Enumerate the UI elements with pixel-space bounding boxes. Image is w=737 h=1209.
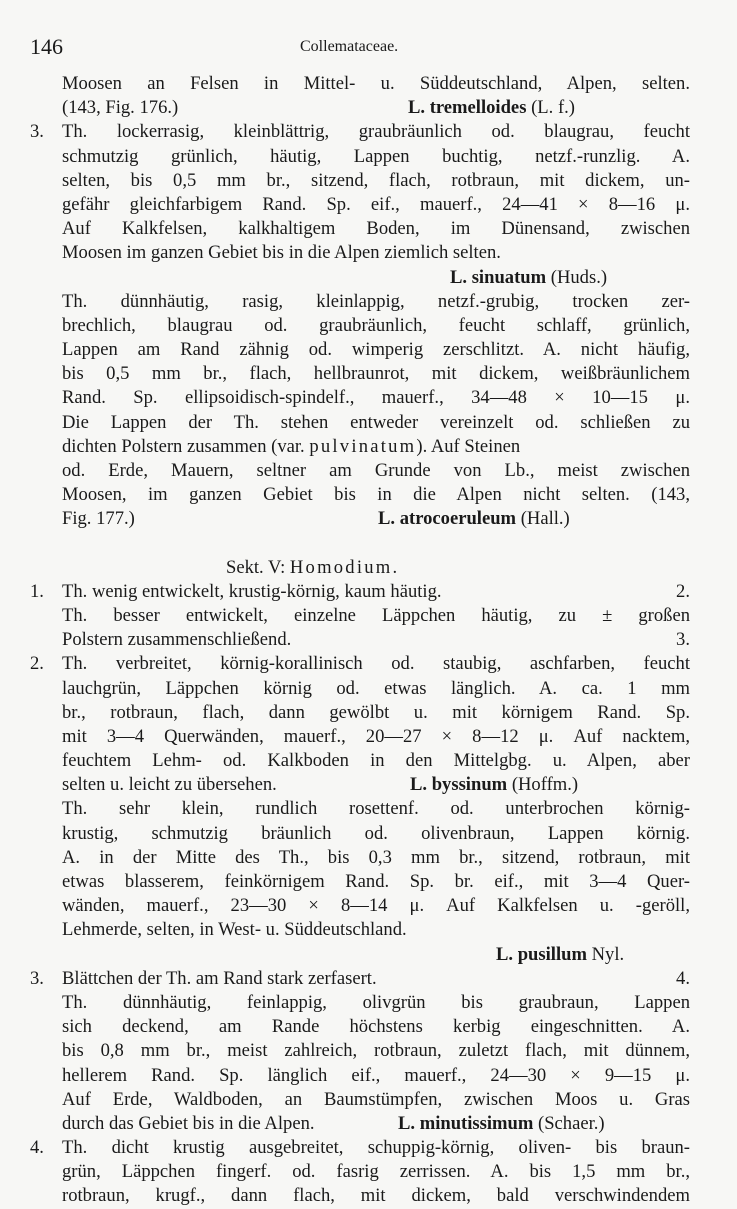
species-name: L. atrocoeruleum	[378, 508, 517, 530]
text-line	[30, 459, 690, 483]
species-entry	[408, 96, 575, 120]
key-number: 3.	[30, 121, 44, 143]
species-entry	[496, 943, 624, 967]
line-text: Th. besser entwickelt, einzelne Läppchen häutig, zu ± großen	[62, 604, 690, 626]
line-text: hellerem Rand. Sp. länglich eif., mauerf., 24—30 × 9—15 μ.	[62, 1064, 690, 1086]
text-line	[30, 701, 690, 725]
species-name: L. pusillum	[496, 943, 587, 965]
section-name: Homodium.	[289, 556, 400, 578]
text-line	[30, 846, 690, 870]
line-text: Rand. Sp. ellipsoidisch-spindelf., mauerf., 34—48 × 10—15 μ.	[62, 387, 690, 409]
text-line	[30, 169, 690, 193]
text-line	[30, 338, 690, 362]
text-line	[30, 290, 690, 314]
line-text: Th. verbreitet, körnig-korallinisch od. staubig, aschfarben, feucht	[62, 653, 690, 675]
text-line	[30, 120, 690, 144]
text-line	[30, 96, 690, 120]
line-text: gefähr gleichfarbigem Rand. Sp. eif., mauerf., 24—41 × 8—16 μ.	[62, 193, 690, 215]
line-text: grün, Läppchen fingerf. od. fasrig zerrissen. A. bis 1,5 mm br.,	[62, 1161, 690, 1183]
text-line	[30, 435, 690, 459]
line-text: Th. lockerrasig, kleinblättrig, graubräunlich od. blaugrau, feucht	[62, 121, 690, 143]
line-text: ). Auf Steinen	[416, 435, 521, 457]
line-text: etwas blasserem, feinkörnigem Rand. Sp. br. eif., mit 3—4 Quer-	[62, 871, 690, 892]
text-line	[30, 483, 690, 507]
species-author: (L. f.)	[531, 97, 575, 119]
species-entry	[410, 773, 578, 797]
key-target: 3.	[676, 629, 690, 651]
text-line	[30, 362, 690, 386]
text-line	[30, 1039, 690, 1063]
line-text: od. Erde, Mauern, seltner am Grunde von Lb., meist zwischen	[62, 460, 690, 481]
text-line	[30, 797, 690, 821]
text-line	[30, 991, 690, 1015]
species-entry	[378, 507, 570, 531]
line-text: wänden, mauerf., 23—30 × 8—14 μ. Auf Kalkfelsen u. -geröll,	[62, 895, 690, 917]
line-text: Moosen im ganzen Gebiet bis in die Alpen ziemlich selten.	[62, 242, 501, 264]
species-name: L. tremelloides	[408, 97, 527, 119]
line-text: (143, Fig. 176.)	[62, 97, 179, 119]
section-title	[226, 556, 399, 580]
line-text: Moosen, im ganzen Gebiet bis in die Alpen nicht selten. (143,	[62, 484, 690, 506]
text-line	[30, 217, 690, 241]
text-line	[30, 870, 690, 894]
line-text: feuchtem Lehm- od. Kalkboden in den Mittelgbg. u. Alpen, aber	[62, 750, 690, 772]
key-number: 4.	[30, 1137, 44, 1159]
line-text: Blättchen der Th. am Rand stark zerfasert.	[62, 967, 377, 989]
text-line	[30, 193, 690, 217]
key-target: 4.	[676, 967, 690, 989]
line-text: schmutzig grünlich, häutig, Lappen buchtig, netzf.-runzlig. A.	[62, 145, 690, 167]
species-author: Nyl.	[591, 943, 625, 965]
page-number: 146	[30, 34, 63, 59]
line-text: lauchgrün, Läppchen körnig od. etwas länglich. A. ca. 1 mm	[62, 677, 690, 699]
line-text: Lappen am Rand zähnig od. wimperig zerschlitzt. A. nicht häufig,	[62, 339, 690, 361]
page-header	[30, 34, 690, 62]
line-text: Th. sehr klein, rundlich rosettenf. od. unterbrochen körnig-	[62, 798, 690, 820]
page-body	[30, 72, 690, 1209]
key-target: 2.	[676, 580, 690, 602]
line-text: Polstern zusammenschließend.	[62, 629, 292, 651]
text-line	[30, 677, 690, 701]
line-text: br., rotbraun, flach, dann gewölbt u. mit körnigem Rand. Sp.	[62, 701, 690, 723]
species-name: L. sinuatum	[450, 266, 547, 288]
line-text: Die Lappen der Th. stehen entweder vereinzelt od. schließen zu	[62, 411, 690, 433]
species-author: (Schaer.)	[538, 1112, 605, 1134]
line-text: sich deckend, am Rande höchstens kerbig eingeschnitten. A.	[62, 1016, 690, 1038]
text-line	[30, 1112, 690, 1136]
section-heading	[30, 556, 690, 580]
section-prefix: Sekt. V:	[226, 556, 290, 578]
text-line	[30, 1136, 690, 1160]
line-text: Th. dünnhäutig, feinlappig, olivgrün bis graubraun, Lappen	[62, 991, 690, 1013]
species-name: L. byssinum	[410, 774, 508, 796]
key-number: 2.	[30, 653, 44, 675]
line-text: Th. dünnhäutig, rasig, kleinlappig, netzf.-grubig, trocken zer-	[62, 290, 690, 312]
line-text: durch das Gebiet bis in die Alpen.	[62, 1112, 315, 1134]
text-line	[30, 628, 690, 652]
text-line	[30, 386, 690, 410]
line-text: Auf Kalkfelsen, kalkhaltigem Boden, im Dünensand, zwischen	[62, 218, 690, 240]
section-gap	[30, 532, 690, 556]
line-text: bis 0,5 mm br., flach, hellbraunrot, mit dickem, weißbräunlichem	[62, 363, 690, 385]
text-line	[30, 1160, 690, 1184]
species-author: (Huds.)	[550, 266, 608, 288]
text-line	[30, 72, 690, 96]
text-line	[30, 967, 690, 991]
line-text: bis 0,8 mm br., meist zahlreich, rotbraun, zuletzt flach, mit dünnem,	[62, 1040, 690, 1062]
line-text: rotbraun, krugf., dann flach, mit dickem, bald verschwindendem	[62, 1185, 690, 1207]
text-line	[30, 580, 690, 604]
line-text: dichten Polstern zusammen (var.	[62, 435, 310, 457]
text-line	[30, 894, 690, 918]
line-text: A. in der Mitte des Th., bis 0,3 mm br., sitzend, rotbraun, mit	[62, 846, 690, 868]
line-text: Fig. 177.)	[62, 508, 135, 530]
line-text: selten, bis 0,5 mm br., sitzend, flach, rotbraun, mit dickem, un-	[62, 169, 690, 191]
text-line	[30, 145, 690, 169]
text-line	[30, 749, 690, 773]
line-text: Moosen an Felsen in Mittel- u. Süddeutschland, Alpen, selten.	[62, 73, 690, 94]
species-name: L. minutissimum	[398, 1112, 534, 1134]
line-text: krustig, schmutzig bräunlich od. olivenbraun, Lappen körnig.	[62, 822, 690, 844]
text-line	[30, 1088, 690, 1112]
text-line	[30, 411, 690, 435]
line-text: Th. wenig entwickelt, krustig-körnig, kaum häutig.	[62, 580, 442, 602]
key-number: 3.	[30, 967, 44, 989]
variety-name: pulvinatum	[309, 435, 417, 457]
text-line	[30, 822, 690, 846]
text-line	[30, 507, 690, 531]
text-line	[30, 1015, 690, 1039]
text-line	[30, 266, 690, 290]
running-title: Collemataceae.	[300, 38, 399, 55]
line-text: Auf Erde, Waldboden, an Baumstümpfen, zwischen Moos u. Gras	[62, 1088, 690, 1110]
species-author: (Hoffm.)	[511, 774, 579, 796]
text-line	[30, 773, 690, 797]
line-text: Lehmerde, selten, in West- u. Süddeutschland.	[62, 919, 407, 941]
text-line	[30, 943, 690, 967]
species-author: (Hall.)	[520, 508, 570, 530]
text-line	[30, 1064, 690, 1088]
text-line	[30, 918, 690, 942]
species-entry	[398, 1112, 605, 1136]
text-line	[30, 241, 690, 265]
text-line	[30, 314, 690, 338]
text-line	[30, 725, 690, 749]
line-text: mit 3—4 Querwänden, mauerf., 20—27 × 8—12 μ. Auf nacktem,	[62, 725, 690, 747]
line-text: brechlich, blaugrau od. graubräunlich, feucht schlaff, grünlich,	[62, 314, 690, 336]
species-entry	[450, 266, 607, 290]
key-number: 1.	[30, 580, 44, 602]
text-line	[30, 652, 690, 676]
text-line	[30, 604, 690, 628]
text-line	[30, 1184, 690, 1208]
line-text: Th. dicht krustig ausgebreitet, schuppig-körnig, oliven- bis braun-	[62, 1137, 690, 1159]
line-text: selten u. leicht zu übersehen.	[62, 774, 277, 796]
